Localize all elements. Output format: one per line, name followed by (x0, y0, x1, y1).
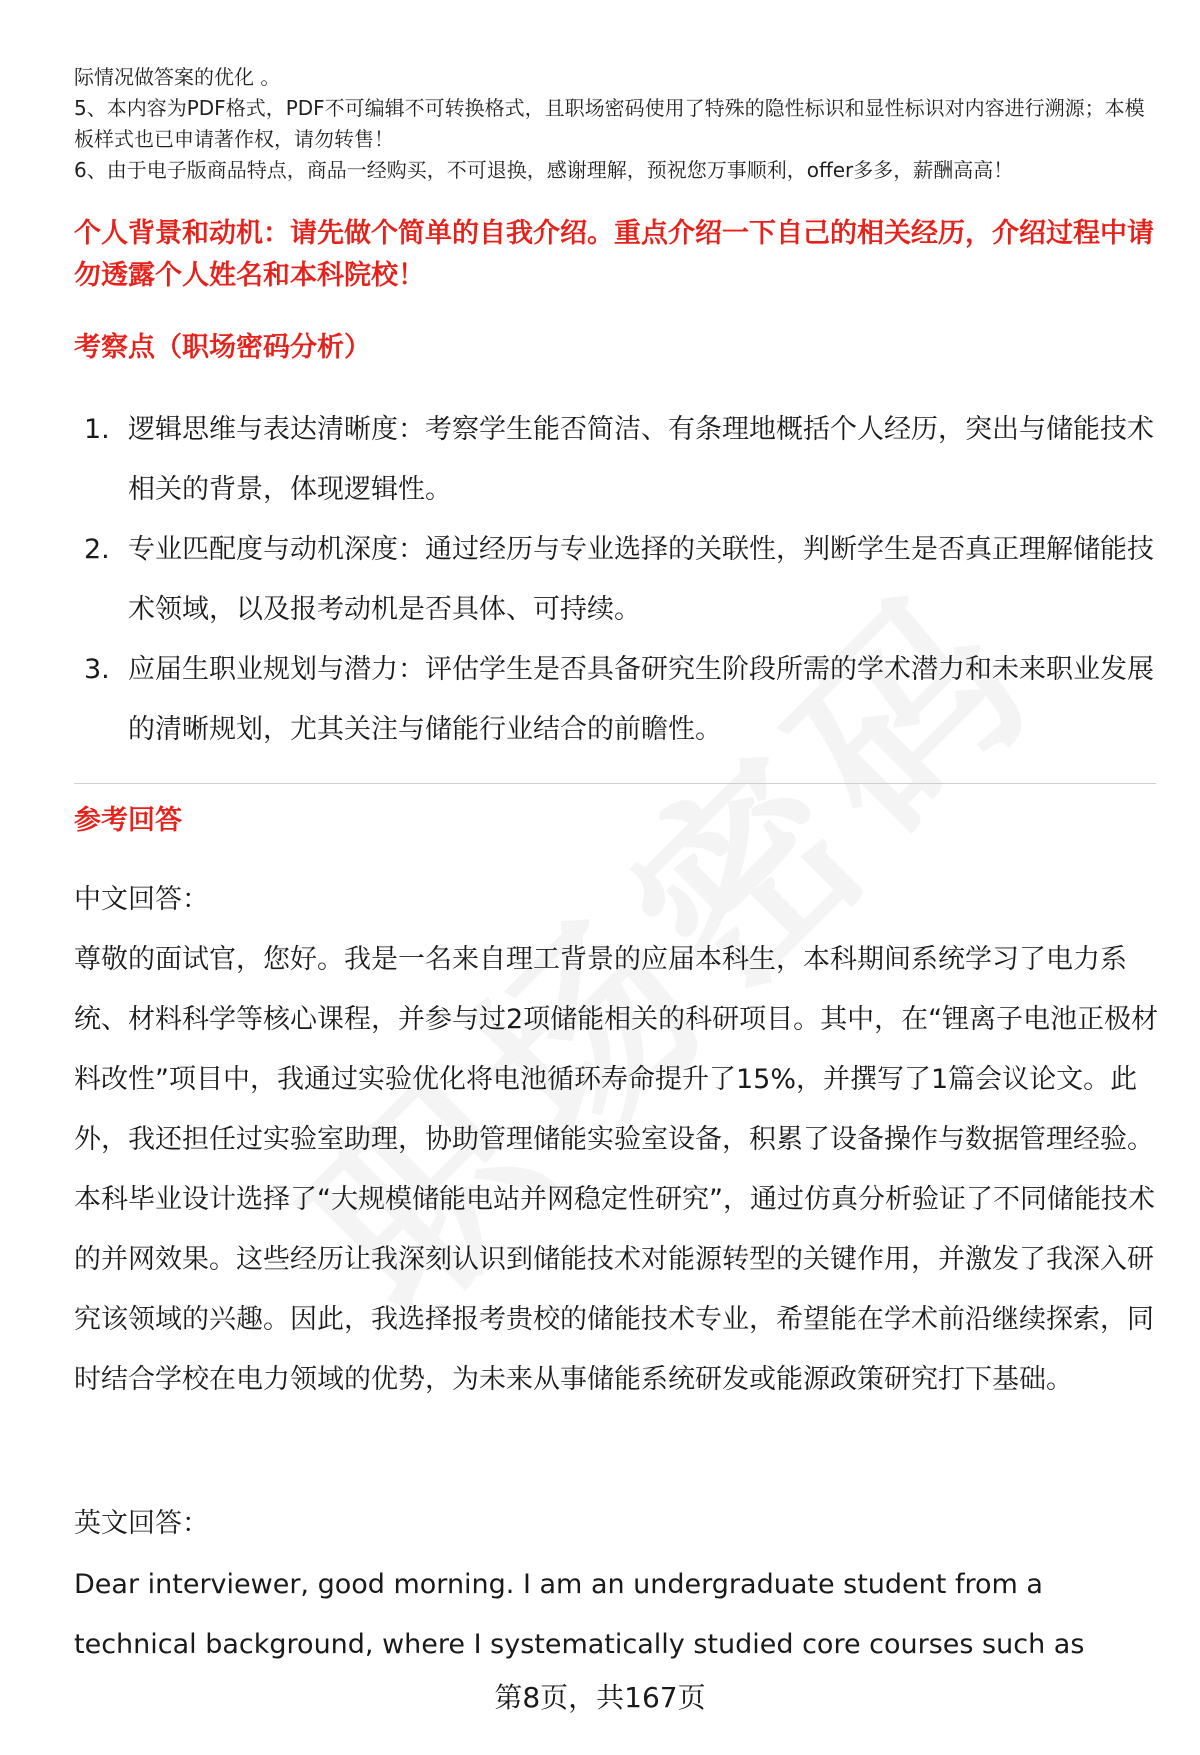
list-item (84, 640, 1154, 760)
page-number: 第8页，共167页 (494, 1681, 706, 1714)
section-divider (74, 783, 1156, 784)
list-item-text: 逻辑思维与表达清晰度：考察学生能否简洁、有条理地概括个人经历，突出与储能技术相关的背景，体现逻辑性。 (128, 414, 1154, 505)
assessment-points-list (84, 400, 1154, 760)
list-item-text: 专业匹配度与动机深度：通过经历与专业选择的关联性，判断学生是否真正理解储能技术领域，以及报考动机是否具体、可持续。 (128, 534, 1154, 625)
list-item (84, 400, 1154, 520)
list-item-text: 应届生职业规划与潜力：评估学生是否具备研究生阶段所需的学术潜力和未来职业发展的清晰规划，尤其关注与储能行业结合的前瞻性。 (128, 654, 1154, 745)
note-line-3: 6、由于电子版商品特点，商品一经购买，不可退换，感谢理解，预祝您万事顺利，offer多多，薪酬高高！ (74, 158, 1014, 182)
chinese-answer-text: 尊敬的面试官，您好。我是一名来自理工背景的应届本科生，本科期间系统学习了电力系统、材料科学等核心课程，并参与过2项储能相关的科研项目。其中，在“锂离子电池正极材料改性”项目中，我通过实验优化将电池循环寿命提升了15%，并撰写了1篇会议论文。此外，我还担任过实验室助理，协助管理储能实验室设备，积累了设备操作与数据管理经验。本科毕业设计选择了“大规模储能电站并网稳定性研究”，通过仿真分析验证了不同储能技术的并网效果。这些经历让我深刻认识到储能技术对能源转型的关键作用，并激发了我深入研究该领域的兴趣。因此，我选择报考贵校的储能技术专业，希望能在学术前沿继续探索，同时结合学校在电力领域的优势，为未来从事储能系统研发或能源政策研究打下基础。 (74, 944, 1159, 1395)
question-heading: 个人背景和动机：请先做个简单的自我介绍。重点介绍一下自己的相关经历，介绍过程中请勿透露个人姓名和本科院校！ (74, 218, 1154, 291)
notes-block (74, 62, 1164, 186)
chinese-answer-label: 中文回答： (74, 884, 209, 915)
note-line-1: 际情况做答案的优化 。 (74, 65, 281, 89)
note-line-2: 5、本内容为PDF格式，PDF不可编辑不可转换格式，且职场密码使用了特殊的隐性标识和显性标识对内容进行溯源；本模板样式也已申请著作权，请勿转售！ (74, 96, 1145, 151)
list-item (84, 520, 1154, 640)
reference-answer-heading: 参考回答 (74, 805, 182, 836)
list-item-number: 1. (84, 414, 110, 445)
list-item-number: 2. (84, 534, 110, 565)
english-answer-text: Dear interviewer, good morning. I am an undergraduate student from a technical background, where I systematically studied core courses such as (74, 1569, 1085, 1660)
assessment-points-heading: 考察点（职场密码分析） (74, 332, 371, 363)
english-answer-label: 英文回答： (74, 1508, 209, 1539)
list-item-number: 3. (84, 654, 110, 685)
